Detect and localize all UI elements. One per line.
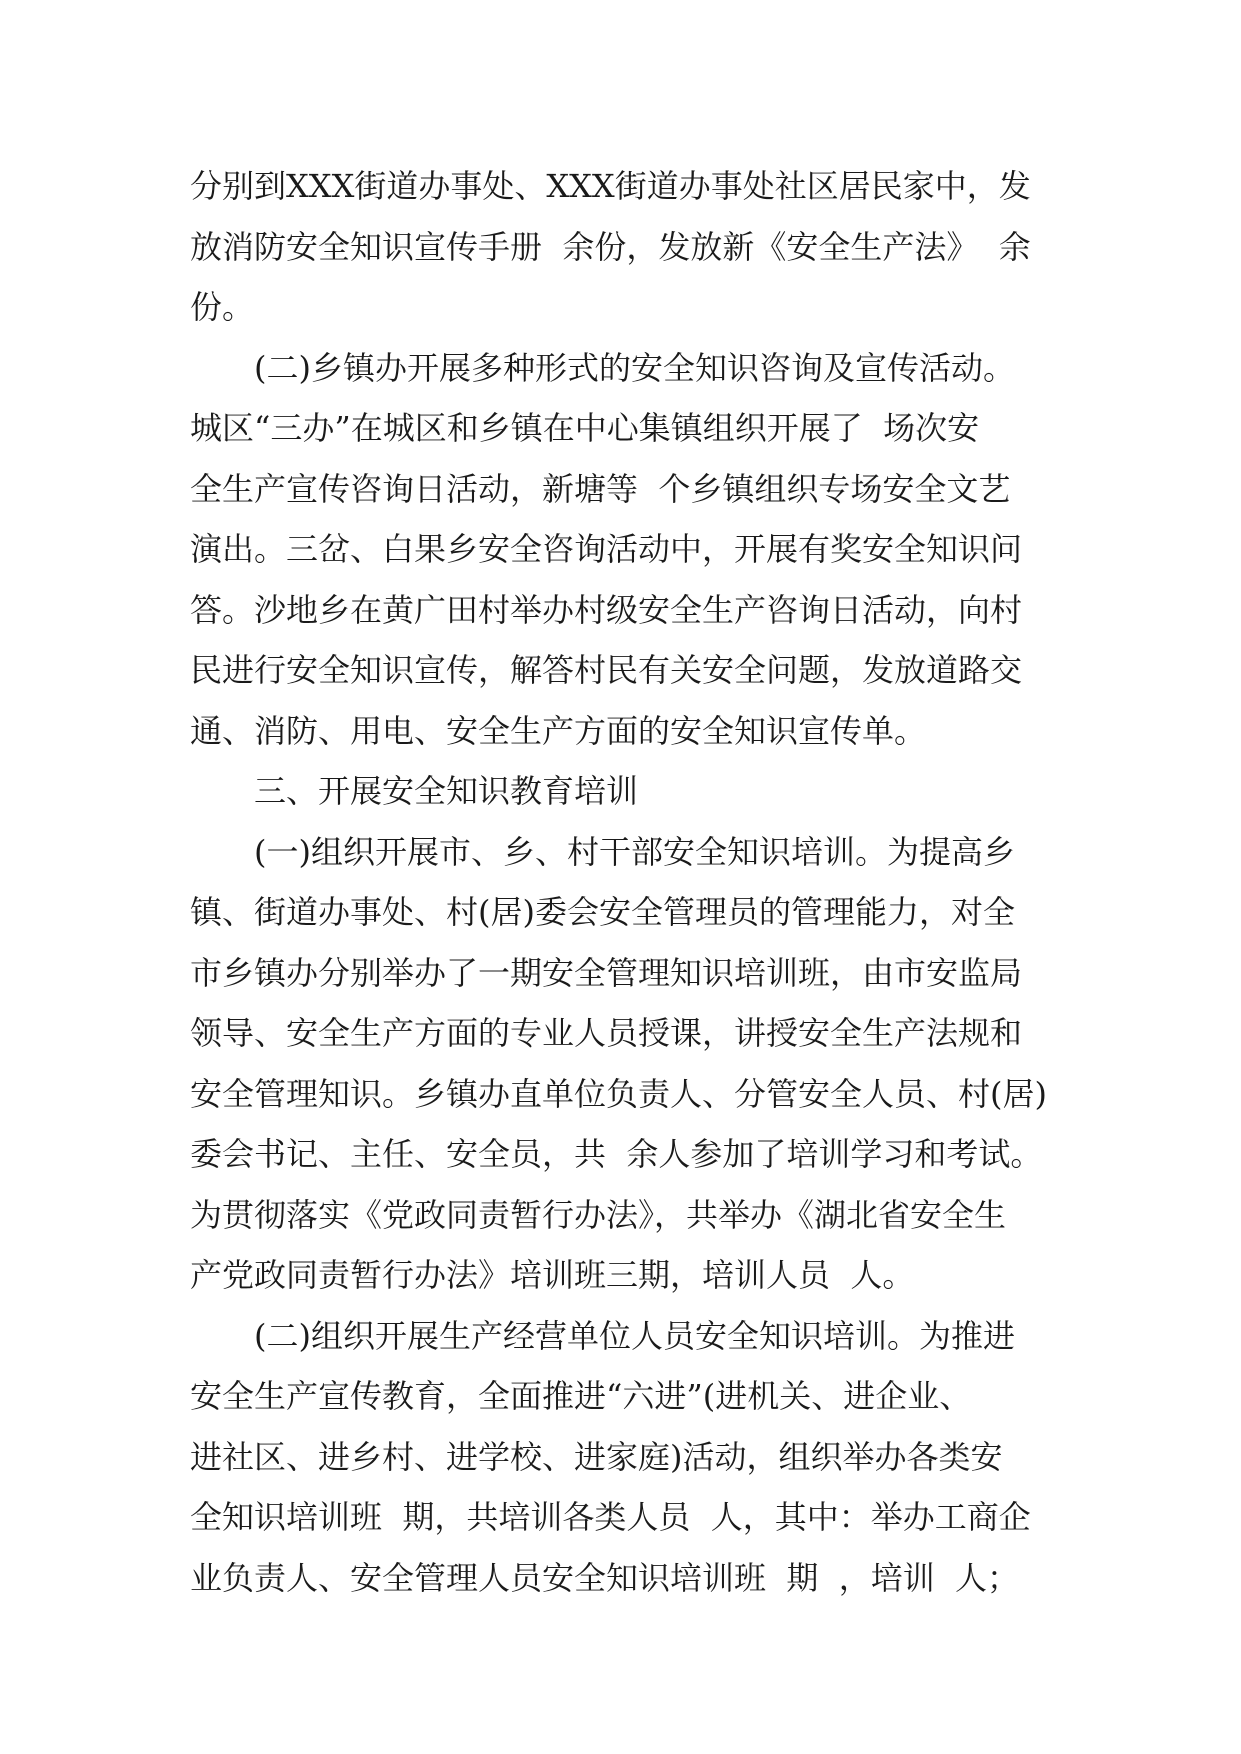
text-line: (一)组织开展市、乡、村干部安全知识培训。为提高乡 xyxy=(254,832,1015,871)
text-line: 放消防安全知识宣传手册 余份，发放新《安全生产法》 余 xyxy=(190,227,1031,266)
text-line: 三、开展安全知识教育培训 xyxy=(254,772,639,810)
text-line: (二)乡镇办开展多种形式的安全知识咨询及宣传活动。 xyxy=(254,348,1015,387)
text-line: 全知识培训班 期，共培训各类人员 人，其中：举办工商企 xyxy=(190,1498,1031,1536)
text-line: 委会书记、主任、安全员，共 余人参加了培训学习和考试。 xyxy=(190,1135,1043,1173)
text-line: 演出。三岔、白果乡安全咨询活动中，开展有奖安全知识问 xyxy=(190,530,1023,568)
text-line: 业负责人、安全管理人员安全知识培训班 期 ，培训 人； xyxy=(190,1558,1020,1597)
text-line: 城区“三办”在城区和乡镇在中心集镇组织开展了 场次安 xyxy=(190,409,980,447)
text-line: 通、消防、用电、安全生产方面的安全知识宣传单。 xyxy=(190,711,927,750)
text-line: 答。沙地乡在黄广田村举办村级安全生产咨询日活动，向村 xyxy=(190,590,1023,629)
text-line: 民进行安全知识宣传，解答村民有关安全问题，发放道路交 xyxy=(190,651,1023,689)
text-line: 分别到XXX街道办事处、XXX街道办事处社区居民家中，发 xyxy=(190,167,1031,205)
text-line: 安全生产宣传教育，全面推进“六进”(进机关、进企业、 xyxy=(190,1377,972,1415)
text-line: 镇、街道办事处、村(居)委会安全管理员的管理能力，对全 xyxy=(190,893,1015,931)
text-line: 领导、安全生产方面的专业人员授课，讲授安全生产法规和 xyxy=(190,1014,1023,1052)
text-line: 安全管理知识。乡镇办直单位负责人、分管安全人员、村(居) xyxy=(190,1074,1047,1113)
text-line: 进社区、进乡村、进学校、进家庭)活动，组织举办各类安 xyxy=(190,1437,1003,1476)
text-line: 份。 xyxy=(190,288,255,326)
text-line: (二)组织开展生产经营单位人员安全知识培训。为推进 xyxy=(254,1316,1015,1355)
text-line: 全生产宣传咨询日活动，新塘等 个乡镇组织专场安全文艺 xyxy=(190,469,1011,508)
text-line: 产党政同责暂行办法》培训班三期，培训人员 人。 xyxy=(190,1256,915,1294)
document-body xyxy=(190,156,1070,1608)
text-line: 市乡镇办分别举办了一期安全管理知识培训班，由市安监局 xyxy=(190,953,1023,992)
text-line: 为贯彻落实《党政同责暂行办法》，共举办《湖北省安全生 xyxy=(190,1195,1007,1234)
